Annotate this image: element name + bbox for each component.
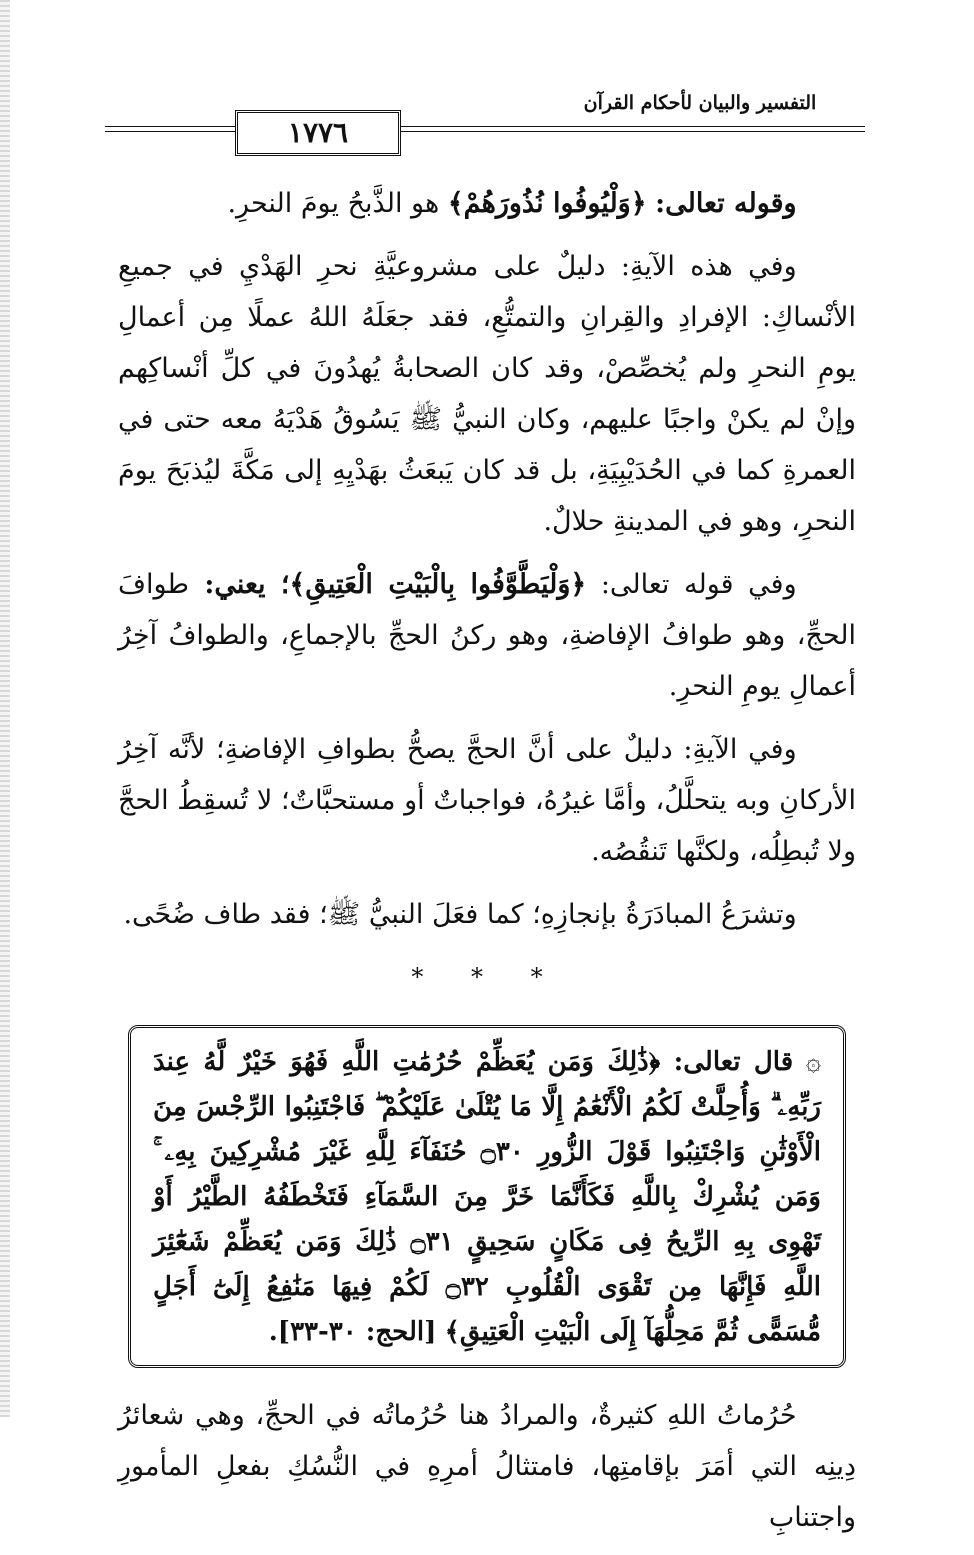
header-rule-top <box>105 126 865 127</box>
paragraph-1-verse: ﴿وَلْيُوفُوا نُذُورَهُمْ﴾ <box>447 188 647 219</box>
verse-box-lead: قال تعالى: <box>660 1047 794 1077</box>
paragraph-2: وفي هذه الآيةِ: دليلٌ على مشروعيَّةِ نحرِ الهَدْيِ في جميعِ الأنْساكِ: الإفرادِ والقِرانِ والتمتُّعِ، فقد جعَلَهُ اللهُ عملًا مِن أعمالِ يومِ النحرِ ولم يُخصِّصْ، وقد كان الصحابةُ يُهدُونَ في كلِّ أنْساكِهم وإنْ لم يكنْ واجبًا عليهم، وكان النبيُّ ﷺ يَسُوقُ هَدْيَهُ معه حتى في العمرةِ كما في الحُدَيْبِيَةِ، بل قد كان يَبعَثُ بهَدْيِهِ إلى مَكَّةَ ليُذبَحَ يومَ النحرِ، وهو في المدينةِ حلالٌ. <box>118 251 856 537</box>
paragraph-3-verse: ﴿وَلْيَطَّوَّفُوا بِالْبَيْتِ الْعَتِيقِ﴾ <box>289 569 587 600</box>
book-title: التفسير والبيان لأحكام القرآن <box>583 92 817 114</box>
page-number-frame <box>235 110 401 156</box>
paragraph-3-yani: ؛ يعني: <box>188 569 290 600</box>
paragraph-3-text: طوافَ الحجِّ، وهو طوافُ الإفاضةِ، وهو ركنُ الحجِّ بالإجماعِ، والطوافُ آخِرُ أعمالِ يومِ النحرِ. <box>118 569 856 702</box>
paragraph-4: وفي الآيةِ: دليلٌ على أنَّ الحجَّ يصحُّ بطوافِ الإفاضةِ؛ لأنَّه آخِرُ الأركانِ وبه يتحلَّلُ، وأمَّا غيرُهُ، فواجباتٌ أو مستحبَّاتٌ؛ لا تُسقِطُ الحجَّ ولا تُبطِلُه، ولكنَّها تَنقُصُه. <box>118 734 856 867</box>
page-body <box>118 178 856 1555</box>
paragraph-1-text: هو الذَّبحُ يومَ النحرِ. <box>227 188 440 219</box>
running-header <box>105 92 865 154</box>
quran-verse-box <box>128 1025 846 1368</box>
section-separator: * * * <box>411 963 563 991</box>
header-rule-bottom <box>105 131 865 132</box>
scan-edge-shadow <box>0 0 10 1417</box>
verse-box-text: ﴿ذَٰلِكَ وَمَن يُعَظِّمْ حُرُمَٰتِ اللَّهِ فَهُوَ خَيْرٌ لَّهُ عِندَ رَبِّهِۦ ۗ وَأُحِلَّتْ لَكُمُ الْأَنْعَٰمُ إِلَّا مَا يُتْلَىٰ عَلَيْكُمْ ۖ فَاجْتَنِبُوا الرِّجْسَ مِنَ الْأَوْثَٰنِ وَاجْتَنِبُوا قَوْلَ الزُّورِ ۝٣٠ حُنَفَآءَ لِلَّهِ غَيْرَ مُشْرِكِينَ بِهِۦ ۚ وَمَن يُشْرِكْ بِاللَّهِ فَكَأَنَّمَا خَرَّ مِنَ السَّمَآءِ فَتَخْطَفُهُ الطَّيْرُ أَوْ تَهْوِى بِهِ الرِّيحُ فِى مَكَانٍ سَحِيقٍ ۝٣١ ذَٰلِكَ وَمَن يُعَظِّمْ شَعَٰٓئِرَ اللَّهِ فَإِنَّهَا مِن تَقْوَى الْقُلُوبِ ۝٣٢ لَكُمْ فِيهَا مَنَٰفِعُ إِلَىٰٓ أَجَلٍ مُّسَمًّى ثُمَّ مَحِلُّهَآ إِلَى الْبَيْتِ الْعَتِيقِ﴾ <box>153 1047 822 1347</box>
paragraph-3 <box>118 559 856 712</box>
verse-marker-icon: ۞ <box>805 1047 821 1077</box>
paragraph-3-lead: وفي قوله تعالى: <box>600 569 797 600</box>
paragraph-6: حُرُماتُ اللهِ كثيرةٌ، والمرادُ هنا حُرُماتُه في الحجِّ، وهي شعائرُ دِينِه التي أمَرَ بإقامتِها، فامتثالُ أمرِهِ في النُّسُكِ بفعلِ المأمورِ واجتنابِ <box>118 1400 856 1533</box>
paragraph-1 <box>118 178 856 229</box>
paragraph-1-lead: وقوله تعالى: <box>655 188 797 219</box>
page-number: ١٧٧٦ <box>287 116 349 149</box>
paragraph-5: وتشرَعُ المبادَرَةُ بإنجازِهِ؛ كما فعَلَ النبيُّ ﷺ؛ فقد طاف ضُحًى. <box>123 899 797 930</box>
verse-reference: [الحج: ٣٠-٣٣]. <box>268 1317 437 1347</box>
